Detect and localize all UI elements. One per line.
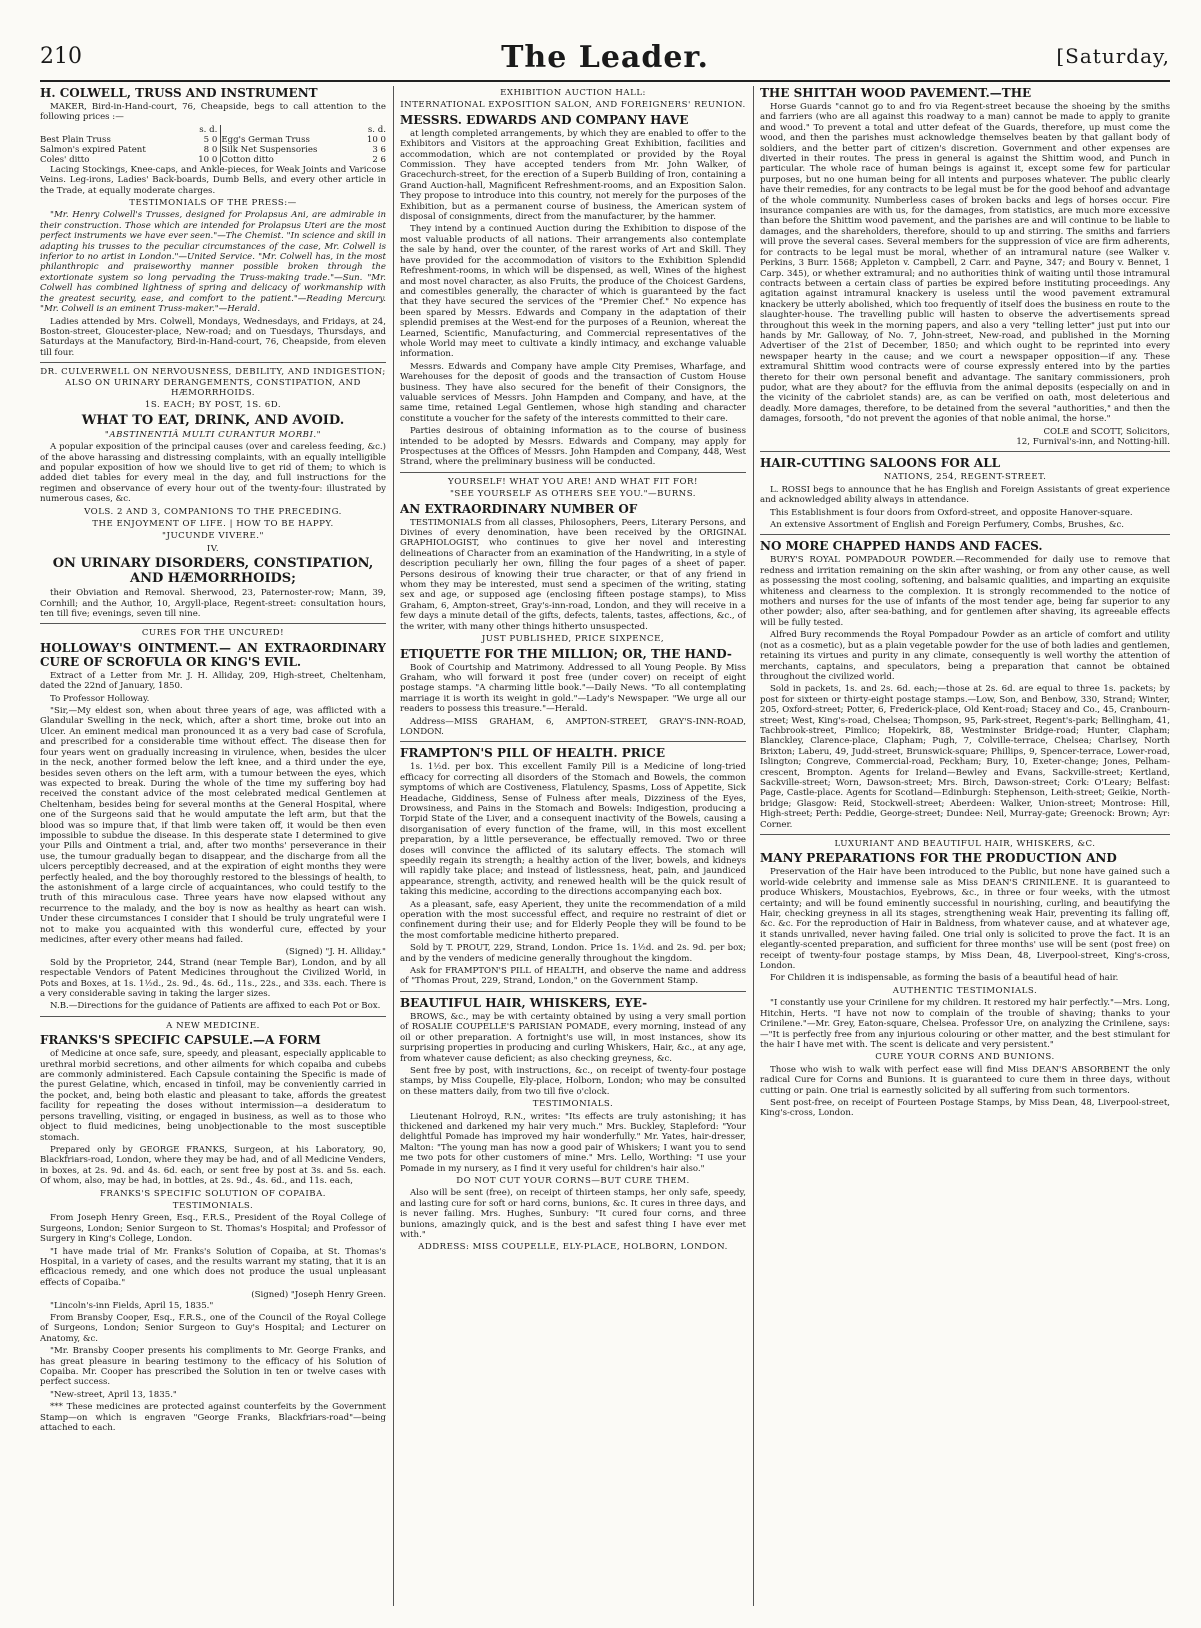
advert-text: "I constantly use your Crinilene for my children. It restored my hair perfectly."—Mrs. Long, Hitchin, Herts. "I have not now to complain of the trouble of shaving; thanks to your Crinilene."—Mr. Grey, Eaton-square, Chelsea. Professor Ure, on analyzing the Crinilene, says:—"It is perfectly free from any injurious colouring or other matter, and the best stimulant for the hair I have met with. The scent is delicate and very persistent." xyxy=(760,998,1170,1050)
price-item: Cotton ditto xyxy=(221,154,274,165)
advert-text: A popular exposition of the principal causes (over and careless feeding, &c.) of the above harassing and distressing complaints, with an equally intelligible and popular exposition of how we should live to get rid of them; to which is added diet tables for every meal in the day, and full instructions for the regimen and observance of every hour out of the twenty-four: illustrated by numerous cases, &c. xyxy=(40,442,386,505)
advert-text: From Joseph Henry Green, Esq., F.R.S., President of the Royal College of Surgeons, London; Senior Surgeon to St. Thomas's Hospital; and Professor of Surgery in King's College, London. xyxy=(40,1213,386,1245)
advert-text: "I have made trial of Mr. Franks's Solution of Copaiba, at St. Thomas's Hospital, in a variety of cases, and the results warrant my stating, that it is an efficacious remedy, and one which does not produce the usual unpleasant effects of Copaiba." xyxy=(40,1246,386,1288)
advert-kicker: EXHIBITION AUCTION HALL: xyxy=(500,88,646,98)
colwell-advert xyxy=(40,86,386,358)
advert-heading: MANY PREPARATIONS FOR THE PRODUCTION AND xyxy=(760,851,1117,866)
testimonials-heading: TESTIMONIALS OF THE PRESS:— xyxy=(129,198,297,209)
advert-heading: MESSRS. EDWARDS AND COMPANY HAVE xyxy=(400,112,689,127)
price-item: Silk Net Suspensories xyxy=(221,144,318,155)
testimonials-heading: TESTIMONIALS. xyxy=(532,1099,614,1110)
advert-text: Ask for FRAMPTON'S PILL of HEALTH, and observe the name and address of "Thomas Prout, 229, Strand, London," on the Government Stamp. xyxy=(400,966,746,987)
price-item: Egg's German Truss xyxy=(221,134,310,145)
advert-text: 1s. 1½d. per box. This excellent Family Pill is a Medicine of long-tried efficacy for correcting all disorders of the Stomach and Bowels, the common symptoms of which are Costiveness, Flatulency, Spasms, Loss of Appetite, Sick Headache, Giddiness, Sense of Fulness after meals, Dizziness of the Eyes, Drowsiness, and Pains in the Stomach and Bowels: Indigestion, producing a Torpid State of the Liver, and a consequent inactivity of the Bowels, causing a disorganisation of every function of the frame, will, in this most excellent preparation, by a little perseverance, be effectually removed. Two or three doses will convince the afflicted of its salutary effects. The stomach will speedily regain its strength; a healthy action of the liver, bowels, and kidneys will rapidly take place; and instead of listlessness, heat, pain, and jaundiced appearance, strength, activity, and renewed health will be the quick result of taking this medicine, according to the directions accompanying each box. xyxy=(400,762,746,898)
advert-divider xyxy=(760,451,1170,452)
price-row xyxy=(40,145,386,155)
advert-text: "New-street, April 13, 1835." xyxy=(50,1389,177,1400)
price-item: Best Plain Truss xyxy=(40,134,111,145)
price-amount: 10 0 xyxy=(179,155,221,165)
advert-text: TESTIMONIALS from all classes, Philosophers, Peers, Literary Persons, and Divines of every denomination, have been received by the ORIGINAL GRAPHIOLOGIST, who continues to give her novel and interesting delineations of Character from an examination of the Handwriting, in a style of description peculiarly her own, filling the four pages of a sheet of paper. Persons desirous of knowing their true character, or that of any friend in whom they may be interested, must send a specimen of the writing, stating sex and age, or supposed age (enclosing fifteen postage stamps), to Miss Graham, 6, Ampton-street, Gray's-inn-road, London, and they will receive in a few days a minute detail of the gifts, defects, talents, tastes, affections, &c., of the writer, with many other things hitherto unsuspected. xyxy=(400,517,746,632)
advert-heading: H. COLWELL, TRUSS AND INSTRUMENT xyxy=(40,86,318,100)
advert-text: their Obviation and Removal. Sherwood, 23, Paternoster-row; Mann, 39, Cornhill; and the Author, 10, Argyll-place, Regent-street: consultation hours, ten till five; evenings, seven till nine. xyxy=(40,588,386,620)
advert-divider xyxy=(400,991,746,992)
advert-signature: (Signed) "J. H. Alliday." xyxy=(285,947,386,958)
advert-text: VOLS. 2 AND 3, COMPANIONS TO THE PRECEDING. xyxy=(84,506,342,517)
advert-text: BURY'S ROYAL POMPADOUR POWDER.—Recommended for daily use to remove that redness and irritation remaining on the skin after washing, or from any other cause, as well as possessing the most cooling, softening, and balsamic qualities, and imparting an exquisite whiteness and clearness to the complexion. It is strongly recommended to the notice of mothers and nurses for the use of infants of the most tender age, being far superior to any other powder; also, after sea-bathing, and for gentlemen after shaving, its agreeable effects will be fully tested. xyxy=(760,555,1170,628)
advert-text: From Bransby Cooper, Esq., F.R.S., one of the Council of the Royal College of Surgeons, London; Senior Surgeon to Guy's Hospital; and Lecturer on Anatomy, &c. xyxy=(40,1313,386,1344)
advert-heading: THE SHITTAH WOOD PAVEMENT.—THE xyxy=(760,86,1032,100)
advert-text: L. ROSSI begs to announce that he has English and Foreign Assistants of great experience and acknowledged ability always in attendance. xyxy=(760,484,1170,506)
advert-divider xyxy=(40,1016,386,1017)
advert-price: 1S. EACH; BY POST, 1S. 6D. xyxy=(144,400,282,411)
advert-text: "Mr. Henry Colwell's Trusses, designed for Prolapsus Ani, are admirable in their construction. Those which are intended for Prolapsus Uteri are the most perfect instruments we have ever seen."—The Chemist. "In science and skill in adapting his trusses to the peculiar circumstances of the case, Mr. Colwell is inferior to no artist in London."—United Service. "Mr. Colwell has, in the most philanthropic and praiseworthy manner possible broken through the extortionate system so long pervading the Truss-making trade."—Sun. "Mr. Colwell has combined lightness of spring and delicacy of workmanship with the greatest security, ease, and comfort to the patient."—Reading Mercury. "Mr. Colwell is an eminent Truss-maker."—Herald. xyxy=(40,210,386,315)
price-item: Salmon's expired Patent xyxy=(40,144,146,155)
frampton-advert xyxy=(400,746,746,987)
advert-heading: FRANKS'S SPECIFIC SOLUTION OF COPAIBA. xyxy=(99,1188,327,1199)
advert-quote: "SEE YOURSELF AS OTHERS SEE YOU."—BURNS. xyxy=(449,489,697,500)
price-amount: 8 0 xyxy=(179,145,221,155)
advert-heading: AN EXTRAORDINARY NUMBER OF xyxy=(400,501,638,516)
column-1 xyxy=(40,86,386,1616)
advert-address: Address—MISS GRAHAM, 6, AMPTON-STREET, GRAY'S-INN-ROAD, LONDON. xyxy=(400,716,746,737)
advert-text: "Lincoln's-inn Fields, April 15, 1835." xyxy=(50,1300,214,1311)
price-row xyxy=(40,155,386,165)
column-3 xyxy=(760,86,1170,1616)
advert-text: Sent free by post, with instructions, &c., on receipt of twenty-four postage stamps, by Miss Coupelle, Ely-place, Holborn, London; who may be consulted on these matters daily, from two till five o'clock. xyxy=(400,1065,746,1097)
advert-signature: COLE and SCOTT, Solicitors, xyxy=(1043,426,1170,437)
price-row xyxy=(40,135,386,145)
advert-text: N.B.—Directions for the guidance of Patients are affixed to each Pot or Box. xyxy=(50,1001,381,1012)
advert-text: "Sir,—My eldest son, when about three years of age, was afflicted with a Glandular Swelling in the neck, which, after a short time, broke out into an Ulcer. An eminent medical man pronounced it as a very bad case of Scrofula, and prescribed for a considerable time without effect. The disease then for four years went on gradually increasing in virulence, when, besides the ulcer in the neck, another formed below the left knee, and a third under the eye, besides seven others on the left arm, with a tumour between the eyes, which was expected to break. During the whole of the time my suffering boy had received the constant advice of the most celebrated medical Gentlemen at Cheltenham, besides being for several months at the General Hospital, where one of the Surgeons said that he would amputate the left arm, but that the blood was so impure that, if that limb were taken off, it would be then even impossible to subdue the disease. In this desperate state I determined to give your Pills and Ointment a trial, and, after two months' perseverance in their use, the tumour gradually began to disappear, and the discharge from all the ulcers perceptibly decreased, and at the expiration of eight months they were perfectly healed, and the boy thoroughly restored to the blessings of health, to the astonishment of a large circle of acquaintances, who could testify to the truth of this miraculous case. Three years have now elapsed without any recurrence to the malady, and the boy is now as healthy as heart can wish. Under these circumstances I consider that I should be truly ungrateful were I not to make you acquainted with this wonderful cure, effected by your medicines, after every other means had failed. xyxy=(40,706,386,945)
advert-divider xyxy=(760,534,1170,535)
advert-divider xyxy=(400,472,746,473)
advert-text: As a pleasant, safe, easy Aperient, they unite the recommendation of a mild operation with the most successful effect, and require no restraint of diet or confinement during their use; and for Elderly People they will be found to be the most comfortable medicine hitherto prepared. xyxy=(400,899,746,941)
bury-advert xyxy=(760,539,1170,830)
advert-heading: WHAT TO EAT, DRINK, AND AVOID. xyxy=(81,412,345,428)
advert-heading: THE ENJOYMENT OF LIFE. | HOW TO BE HAPPY. xyxy=(92,519,334,529)
advert-kicker: CURES FOR THE UNCURED! xyxy=(141,628,285,639)
advert-heading: ETIQUETTE FOR THE MILLION; OR, THE HAND- xyxy=(400,646,732,661)
price-amount: 2 6 xyxy=(372,154,386,165)
advert-text: They intend by a continued Auction during the Exhibition to dispose of the most valuable products of all nations. Their arrangements also contemplate the sale by hand, over the counter, of the rarest works of Art and Skill. They have provided for the accommodation of visitors to the Exhibition Splendid Refreshment-rooms, in which will be dispensed, as well, Wines of the highest and most novel character, as also Fruits, the produce of the Choicest Gardens, and comestibles generally, the character of which is guaranteed by the fact that they have secured the services of the "Premier Chef." No expence has been spared by Messrs. Edwards and Company in the adaptation of their splendid premises at the West-end for the purposes of a Reunion, whereat the Learned, Scientific, Manufacturing, and Commercial representatives of the whole World may meet to cultivate a kindly intimacy, and exchange valuable information. xyxy=(400,224,746,360)
advert-kicker: LUXURIANT AND BEAUTIFUL HAIR, WHISKERS, &C. xyxy=(834,839,1096,849)
advert-text: Sold in packets, 1s. and 2s. 6d. each;—those at 2s. 6d. are equal to three 1s. packets; by post for sixteen or thirty-eight postage stamps.—Low, Son, and Benbow, 330, Strand; Winter, 205, Oxford-street; Potter, 6, Frederick-place, Old Kent-road; Stacey and Co., 45, Cranbourn-street; West, King's-road, Chelsea; Thompson, 95, Park-street, Regent's-park; Bellingham, 41, Tachbrook-street, Pimlico; Hopekirk, 88, Westminster Bridge-road; Hunter, Clapham; Blanckley, Clarence-place, Clapham; Pugh, 7, Colville-terrace, Chelsea; Charlsey, North Brixton; Laberu, 49, Judd-street, Brunswick-square; Phillips, 9, Spencer-terrace, Lower-road, Islington; Congreve, Commercial-road, Peckham; Bury, 10, Exeter-change; Jones, Pelham-crescent, Brompton. Agents for Ireland—Bewley and Evans, Sackville-street; Kertland, Sackville-street; Worn, Dawson-street; Mrs. Birch, Dawson-street; Cork: O'Leary; Belfast: Page, Castle-place. Agents for Scotland—Edinburgh: Stephenson, Leith-street; Geikie, North-bridge; Glasgow: Reid, Stockwell-street; Aberdeen: Walker, Union-street; Montrose: Hill, High-street; Perth: Peddie, George-street; Dundee: Neil, Murray-gate; Greenock: Brown; Ayr: Corner. xyxy=(760,684,1170,830)
advert-kicker: A NEW MEDICINE. xyxy=(166,1020,260,1031)
advert-text: To Professor Holloway. xyxy=(50,693,150,704)
page-number: 210 xyxy=(40,44,82,69)
advert-text: Sold by the Proprietor, 244, Strand (near Temple Bar), London, and by all respectable Vendors of Patent Medicines throughout the Civilized World, in Pots and Boxes, at 1s. 1½d., 2s. 9d., 4s. 6d., 11s., 22s., and 33s. each. There is a very considerable saving in taking the larger sizes. xyxy=(40,957,386,1000)
franks-advert xyxy=(40,1021,386,1434)
advert-text: Extract of a Letter from Mr. J. H. Alliday, 209, High-street, Cheltenham, dated the 22nd of January, 1850. xyxy=(40,670,386,692)
issue-day: [Saturday, xyxy=(1056,44,1170,68)
advert-text: JUST PUBLISHED, PRICE SIXPENCE, xyxy=(481,634,665,645)
price-item: Coles' ditto xyxy=(40,154,90,165)
advert-heading: HOLLOWAY'S OINTMENT.— AN EXTRAORDINARY CURE OF SCROFULA OR KING'S EVIL. xyxy=(40,640,386,669)
advert-text: Prepared only by GEORGE FRANKS, Surgeon, at his Laboratory, 90, Blackfriars-road, London, where they may be had, and of all Medicine Venders, in boxes, at 2s. 9d. and 4s. 6d. each, or sent free by post at 3s. and 5s. each. Of whom, also, may be had, in bottles, at 2s. 9d., 4s. 6d., and 11s. each, xyxy=(40,1144,386,1187)
advert-divider xyxy=(400,741,746,742)
advert-heading: DO NOT CUT YOUR CORNS—BUT CURE THEM. xyxy=(456,1175,690,1186)
advert-text: Also will be sent (free), on receipt of thirteen stamps, her only safe, speedy, and lasting cure for soft or hard corns, bunions, &c. It cures in three days, and is never failing. Mrs. Hughes, Sunbury: "It cured four corns, and three bunions, amazingly quick, and is the best and safest thing I have ever met with." xyxy=(400,1188,746,1240)
exhibition-advert xyxy=(400,88,746,468)
coupelle-advert xyxy=(400,996,746,1253)
advert-text: Book of Courtship and Matrimony. Addressed to all Young People. By Miss Graham, who will forward it post free (under cover) on receipt of eight postage stamps. "A charming little book."—Daily News. "To all contemplating marriage it is worth its weight in gold."—Lady's Newspaper. "We urge all our readers to possess this treasure."—Herald. xyxy=(400,662,746,715)
masthead xyxy=(40,38,1170,74)
advert-text: Lieutenant Holroyd, R.N., writes: "Its effects are truly astonishing; it has thickened and darkened my hair very much." Mrs. Buckley, Stapleford: "Your delightful Pomade has improved my hair wonderfully." Mr. Yates, hair-dresser, Malton: "The young man has now a good pair of Whiskers; I want you to send me two pots for other customers of mine." Mrs. Lello, Worthing: "I use your Pomade in my nursery, as I find it very useful for children's hair also." xyxy=(400,1111,746,1174)
testimonials-heading: TESTIMONIALS. xyxy=(172,1200,254,1211)
holloway-advert xyxy=(40,628,386,1011)
shittah-advert xyxy=(760,86,1170,447)
rossi-advert xyxy=(760,456,1170,530)
advert-text: Sold by T. PROUT, 229, Strand, London. Price 1s. 1½d. and 2s. 9d. per box; and by the venders of medicine generally throughout the kingdom. xyxy=(400,943,746,964)
column-divider xyxy=(393,86,394,1606)
price-units: s. d. xyxy=(179,125,221,135)
advert-text: Preservation of the Hair have been introduced to the Public, but none have gained such a world-wide celebrity and immense sale as Miss DEAN'S CRINILENE. It is guaranteed to produce Whiskers, Moustachios, Eyebrows, &c., in three or four weeks, with the utmost certainty; and will be found eminently successful in nourishing, curling, and beautifying the Hair, checking greyness in all its stages, strengthening weak Hair, preventing its falling off, &c. &c. For the reproduction of Hair in Baldness, from whatever cause, and at whatever age, it stands unrivalled, never having failed. One trial only is solicited to prove the fact. It is an elegantly-scented preparation, and sufficient for three months' use will be sent (post free) on receipt of twenty-four postage stamps, by Miss Dean, 48, Liverpool-street, King's-cross, London. xyxy=(760,867,1170,972)
advert-text: For Children it is indispensable, as forming the basis of a beautiful head of hair. xyxy=(770,973,1119,984)
advert-address: ADDRESS: MISS COUPELLE, ELY-PLACE, HOLBORN, LONDON. xyxy=(418,1242,728,1253)
advert-subheading: NATIONS, 254, REGENT-STREET. xyxy=(883,472,1047,483)
advert-text: of Medicine at once safe, sure, speedy, and pleasant, especially applicable to urethral morbid secretions, and other ailments for which copaiba and cubebs are commonly administered. Each Capsule containing the Specific is made of the purest Gelatine, which, encased in tinfoil, may be conveniently carried in the pocket, and, being both elastic and pleasant to take, affords the greatest facility for repeating the doses without intermission—a desideratum to persons travelling, visiting, or engaged in business, as well as to those who object to fluid medicines, being unobjectionable to the most susceptible stomach. xyxy=(40,1049,386,1143)
advert-text: at length completed arrangements, by which they are enabled to offer to the Exhibitors and Visitors at the approaching Great Exhibition, facilities and accommodation, which are not contemplated or provided by the Royal Commission. They have accepted tenders from Mr. John Walker, of Gracechurch-street, for the erection of a Superb Building of Iron, containing a Grand Auction-hall, Magnificent Refreshment-rooms, and an Exposition Salon. They propose to introduce into this country, not merely for the purposes of the Exhibition, but as a permanent course of business, the American system of disposal of consignments, direct from the manufacturer, by the hammer. xyxy=(400,128,746,223)
advert-text: "Mr. Bransby Cooper presents his compliments to Mr. George Franks, and has great pleasure in bearing testimony to the efficacy of his Solution of Copaiba. Mr. Cooper has prescribed the Solution in ten or twelve cases with perfect success. xyxy=(40,1346,386,1388)
advert-divider xyxy=(760,834,1170,835)
advert-heading: HAIR-CUTTING SALOONS FOR ALL xyxy=(760,456,1001,471)
advert-heading: NO MORE CHAPPED HANDS AND FACES. xyxy=(760,539,1043,554)
advert-text: Sent post-free, on receipt of Fourteen Postage Stamps, by Miss Dean, 48, Liverpool-street, King's-cross, London. xyxy=(760,1097,1170,1119)
advert-text: Messrs. Edwards and Company have ample City Premises, Wharfage, and Warehouses for the deposit of goods and the transaction of Custom House business. They have also secured for the benefit of their Consignors, the valuable services of Messrs. John Hampden and Company, and have, at the same time, retained Legal Gentlemen, whose high standing and character constitute a voucher for the safety of the interests committed to their care. xyxy=(400,361,746,424)
price-table xyxy=(40,125,386,165)
advert-text: *** These medicines are protected against counterfeits by the Government Stamp—on which is engraven "George Franks, Blackfriars-road"—being attached to each. xyxy=(40,1402,386,1434)
price-amount: 10 0 xyxy=(366,134,386,145)
advert-text: MAKER, Bird-in-Hand-court, 76, Cheapside, begs to call attention to the following prices :— xyxy=(40,102,386,123)
advert-text: Parties desirous of obtaining information as to the course of business intended to be adopted by Messrs. Edwards and Company, may apply for Prospectuses at the Offices of Messrs. John Hampden and Company, 448, West Strand, where the preliminary business will be conducted. xyxy=(400,426,746,468)
price-units: s. d. xyxy=(367,124,386,135)
advert-kicker: YOURSELF! WHAT YOU ARE! AND WHAT FIT FOR! xyxy=(448,476,698,487)
graham-advert xyxy=(400,477,746,738)
advert-text: Alfred Bury recommends the Royal Pompadour Powder as an article of comfort and utility (not as a cosmetic), but as a plain vegetable powder for the use of both ladies and gentlemen, retaining its virtues and purity in any climate, consequently is well worthy the attention of merchants, captains, and speculators, being a preparation that cannot be obtained throughout the civilized world. xyxy=(760,630,1170,682)
price-amount: 5 0 xyxy=(179,135,221,145)
advert-text: Horse Guards "cannot go to and fro via Regent-street because the shoeing by the smiths and farriers (who are all against this roadway to a man) cannot be made to apply to granite and wood." To prevent a total and utter defeat of the Guards, therefore, up must come the wood, and then the parishes must acknowledge themselves beaten by that gallant body of soldiers, and the better part of citizen's discretion. Government and other expenses are diverted in their routes. The press in general is against the Shittim wood, and Punch in particular. The whole race of human beings is against it, except some few for particular purposes, but no one human being for all intents and purposes whatever. The public clearly have their remedies, for any contracts to be legal must be for the good behoof and advantage of the whole community. Numberless cases of broken backs and legs of horses occur. Fire insurance companies are with us, for the damages, from statistics, are much more excessive than before the Shittim wood pavement, and the parishes are and will continue to be liable to damages, and the shareholders, therefore, should to up and stirring. The smiths and farriers will prove the several cases. Several members for the suppression of vice are firm adherents, for contracts to be legal must be moral, whether of an intramural nature (see Walker v. Perkins, 3 Burr. 1568; Appleton v. Campbell, 2 Carr. and Payne, 347; and Boury v. Bennet, 1 Carp. 345), or whether extramural; and no authorities think of waiting until those intramural contracts between a certain class of parties be expired before instituting proceedings. Any agitation against intramural knackery is useless until the wood pavement extramural knackery be utterly abolished, which too frequently of itself does the business en route to the slaughter-house. The travelling public will hasten to observe the advertisements spread throughout this week in the morning papers, and also a very "telling letter" just put into our hands by Mr. Galloway, of No. 7, John-street, New-road, and published in the Morning Advertiser of the 21st of December, 1850; and which ought to be reprinted into every newspaper hearty in the cause; and we court a newspaper opposition—if any. These extramural Shittim wood contracts were of course expressly entered into by the parties thereto for their own personal benefit and advantage. The sanitary commissioners, proh pudor, what are they about? for the effluvia from the animal deposits (especially on and in the vicinity of the cabriolet stands) are, as can be verified on oath, most deleterious and deadly. More damages, therefore, to be detained from the several "authorities," and then the damages, forsooth, "do not prevent the agonies of that noble animal, the horse." xyxy=(760,102,1170,425)
advert-address: 12, Furnival's-inn, and Notting-hill. xyxy=(1016,437,1170,447)
advert-motto: "JUCUNDE VIVERE." xyxy=(162,531,264,542)
advert-motto: "ABSTINENTIÂ MULTI CURANTUR MORBI." xyxy=(104,429,322,440)
advert-text: Those who wish to walk with perfect ease will find Miss DEAN'S ABSORBENT the only radical Cure for Corns and Bunions. It is guaranteed to cure them in three days, without cutting or pain. One trial is earnestly solicited by all suffering from such tormentors. xyxy=(760,1064,1170,1096)
newspaper-title: The Leader. xyxy=(501,40,709,75)
column-divider xyxy=(753,86,754,1606)
dean-advert xyxy=(760,839,1170,1119)
advert-numeral: IV. xyxy=(206,543,220,554)
advert-heading: FRAMPTON'S PILL OF HEALTH. PRICE xyxy=(400,746,666,761)
price-amount: 3 6 xyxy=(372,144,386,155)
advert-kicker: INTERNATIONAL EXPOSITION SALON, AND FOREIGNERS' REUNION. xyxy=(400,100,746,111)
advert-text: Lacing Stockings, Knee-caps, and Ankle-pieces, for Weak Joints and Varicose Veins. Leg-irons, Ladies' Back-boards, Dumb Bells, and every other article in the Trade, at equally moderate charges. xyxy=(40,164,386,196)
column-2 xyxy=(400,86,746,1616)
advert-text: Ladies attended by Mrs. Colwell, Mondays, Wednesdays, and Fridays, at 24, Boston-street, Gloucester-place, New-road; and on Tuesdays, Thursdays, and Saturdays at the Manufactory, Bird-in-Hand-court, 76, Cheapside, from eleven till four. xyxy=(40,316,386,358)
header-rule xyxy=(40,80,1170,82)
advert-heading: BEAUTIFUL HAIR, WHISKERS, EYE- xyxy=(400,995,648,1010)
culverwell-advert xyxy=(40,367,386,619)
advert-heading: ON URINARY DISORDERS, CONSTIPATION, AND HÆMORRHOIDS; xyxy=(52,556,374,587)
advert-signature: (Signed) "Joseph Henry Green. xyxy=(251,1290,386,1301)
advert-heading: DR. CULVERWELL ON NERVOUSNESS, DEBILITY, AND INDIGESTION; ALSO ON URINARY DERANGEMENTS, CONSTIPATION, AND HÆMORRHOIDS. xyxy=(40,367,386,398)
advert-text: This Establishment is four doors from Oxford-street, and opposite Hanover-square. xyxy=(770,507,1133,518)
testimonials-heading: AUTHENTIC TESTIMONIALS. xyxy=(892,985,1038,996)
advert-heading: FRANKS'S SPECIFIC CAPSULE.—A FORM xyxy=(40,1033,321,1048)
advert-heading: CURE YOUR CORNS AND BUNIONS. xyxy=(875,1052,1055,1063)
advert-text: An extensive Assortment of English and Foreign Perfumery, Combs, Brushes, &c. xyxy=(770,520,1125,531)
advert-divider xyxy=(40,362,386,363)
advert-divider xyxy=(40,623,386,624)
advert-text: BROWS, &c., may be with certainty obtained by using a very small portion of ROSALIE COUPELLE'S PARISIAN POMADE, every morning, instead of any oil or other preparation. A fortnight's use will, in most instances, show its surprising properties in producing and curling Whiskers, Hair, &c., at any age, from whatever cause deficient; as also checking greyness, &c. xyxy=(400,1011,746,1064)
